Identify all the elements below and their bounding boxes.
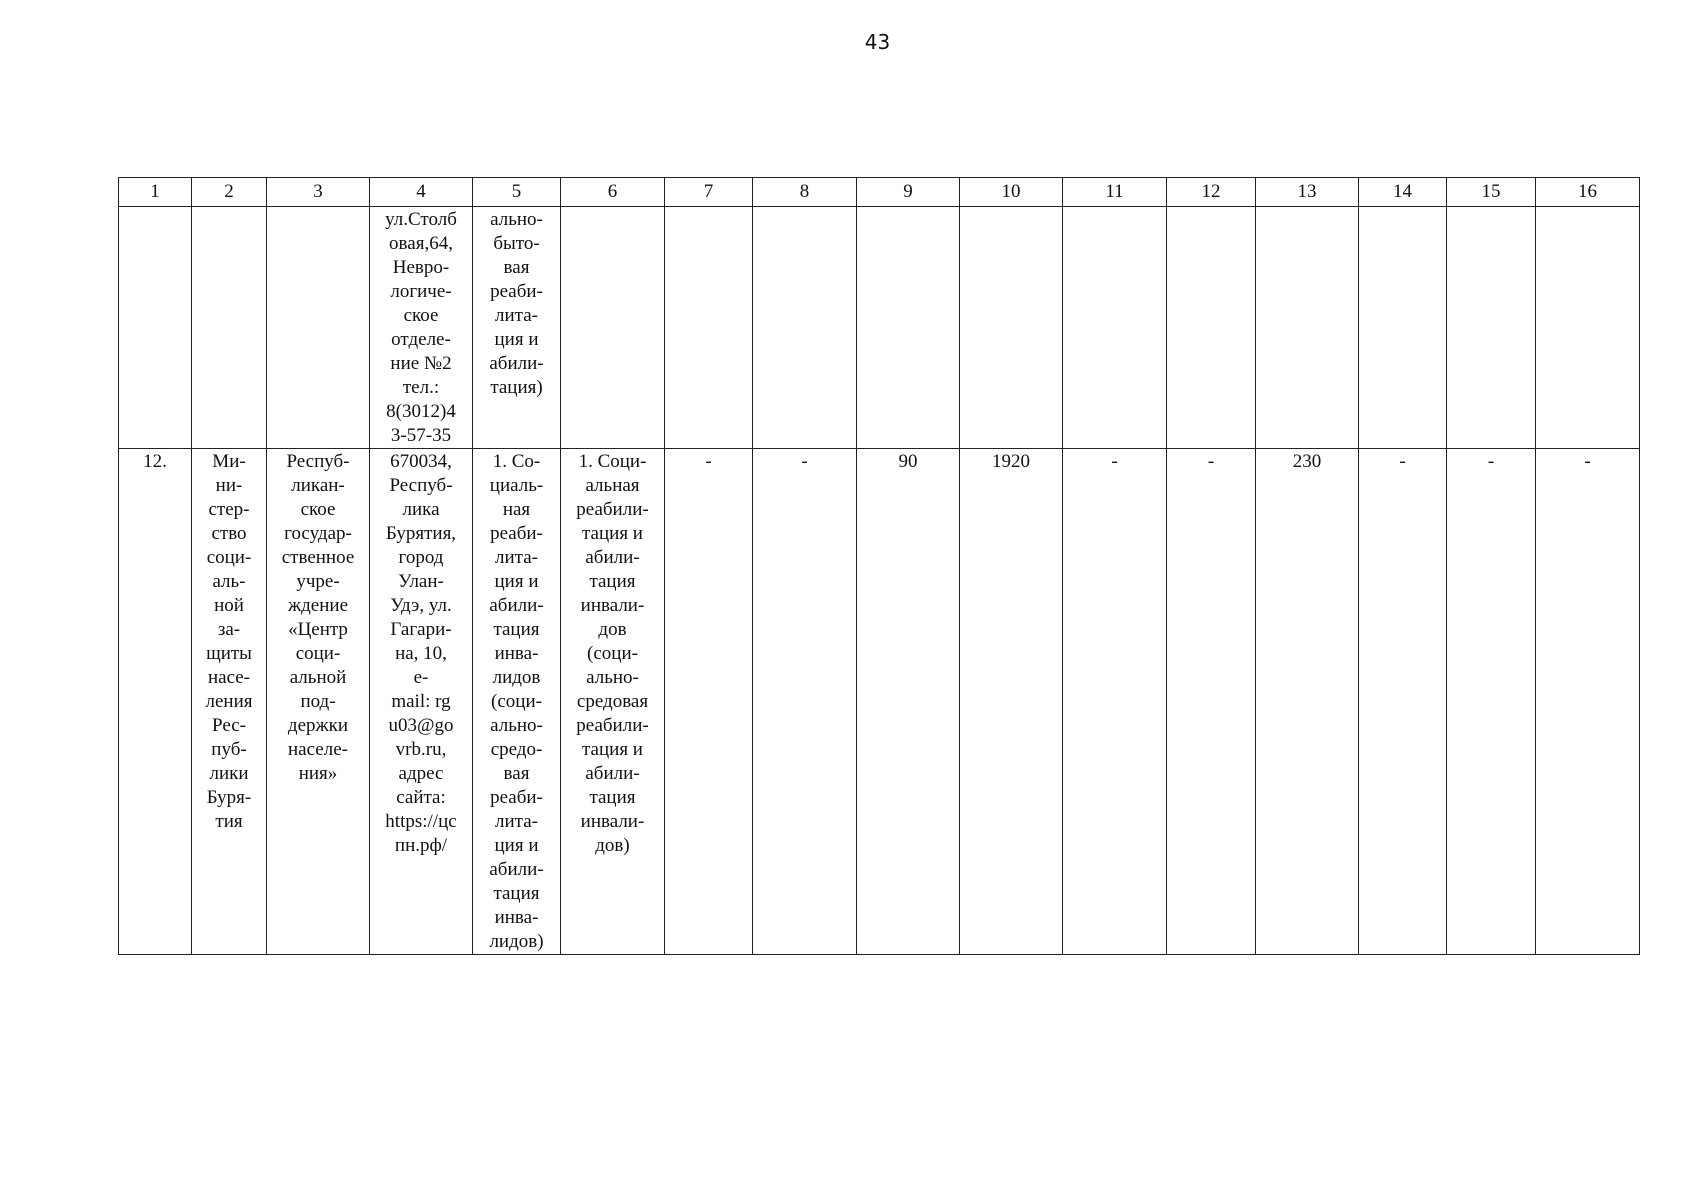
table-cell [665, 207, 753, 449]
column-header: 3 [267, 178, 370, 207]
column-header: 15 [1447, 178, 1536, 207]
column-header: 11 [1063, 178, 1167, 207]
table-cell: 1. Соци- альная реабили- тация и абили- тация инвали- дов (соци- ально- средовая реабили- тация и абили- тация инвали- дов) [561, 449, 665, 955]
table-cell: Ми- ни- стер- ство соци- аль- ной за- щиты насе- ления Рес- пуб- лики Буря- тия [192, 449, 267, 955]
table-cell [1167, 207, 1256, 449]
column-header: 1 [119, 178, 192, 207]
column-header: 6 [561, 178, 665, 207]
table-cell: 670034, Респуб- лика Бурятия, город Улан- Удэ, ул. Гагари- на, 10, е- mail: rg u03@go vrb.ru, адрес сайта: https://цс пн.рф/ [370, 449, 473, 955]
table-cell [561, 207, 665, 449]
column-header: 16 [1536, 178, 1640, 207]
table-row [119, 449, 1640, 955]
column-header: 2 [192, 178, 267, 207]
table-cell [753, 207, 857, 449]
table-cell [1359, 207, 1447, 449]
table-cell [192, 207, 267, 449]
table-cell: 230 [1256, 449, 1359, 955]
column-header: 5 [473, 178, 561, 207]
table-cell: 90 [857, 449, 960, 955]
data-table [118, 177, 1640, 955]
column-header: 7 [665, 178, 753, 207]
column-header: 13 [1256, 178, 1359, 207]
page-number: 43 [864, 30, 891, 54]
table-cell: - [1359, 449, 1447, 955]
table-cell [267, 207, 370, 449]
table-cell [119, 207, 192, 449]
table-cell [960, 207, 1063, 449]
table-cell: 12. [119, 449, 192, 955]
table-cell [1063, 207, 1167, 449]
header-row [119, 178, 1640, 207]
table-cell: - [1536, 449, 1640, 955]
column-header: 9 [857, 178, 960, 207]
table-cell [857, 207, 960, 449]
table-cell: - [1167, 449, 1256, 955]
table-cell: - [1447, 449, 1536, 955]
table-cell: - [753, 449, 857, 955]
table-cell [1256, 207, 1359, 449]
table-cell: 1920 [960, 449, 1063, 955]
column-header: 10 [960, 178, 1063, 207]
column-header: 4 [370, 178, 473, 207]
table-cell: 1. Со- циаль- ная реаби- лита- ция и абили- тация инва- лидов (соци- ально- средо- вая реаби- лита- ция и абили- тация инва- лидов) [473, 449, 561, 955]
table-cell: Респуб- ликан- ское государ- ственное учре- ждение «Центр соци- альной под- держки населе- ния» [267, 449, 370, 955]
column-header: 14 [1359, 178, 1447, 207]
table-cell: - [665, 449, 753, 955]
table-cell [1536, 207, 1640, 449]
table-row-continued [119, 207, 1640, 449]
table-cell [1447, 207, 1536, 449]
column-header: 8 [753, 178, 857, 207]
table-cell: ул.Столб овая,64, Невро- логиче- ское отделе- ние №2 тел.: 8(3012)4 3-57-35 [370, 207, 473, 449]
table-cell: ально- быто- вая реаби- лита- ция и абили- тация) [473, 207, 561, 449]
table-cell: - [1063, 449, 1167, 955]
column-header: 12 [1167, 178, 1256, 207]
